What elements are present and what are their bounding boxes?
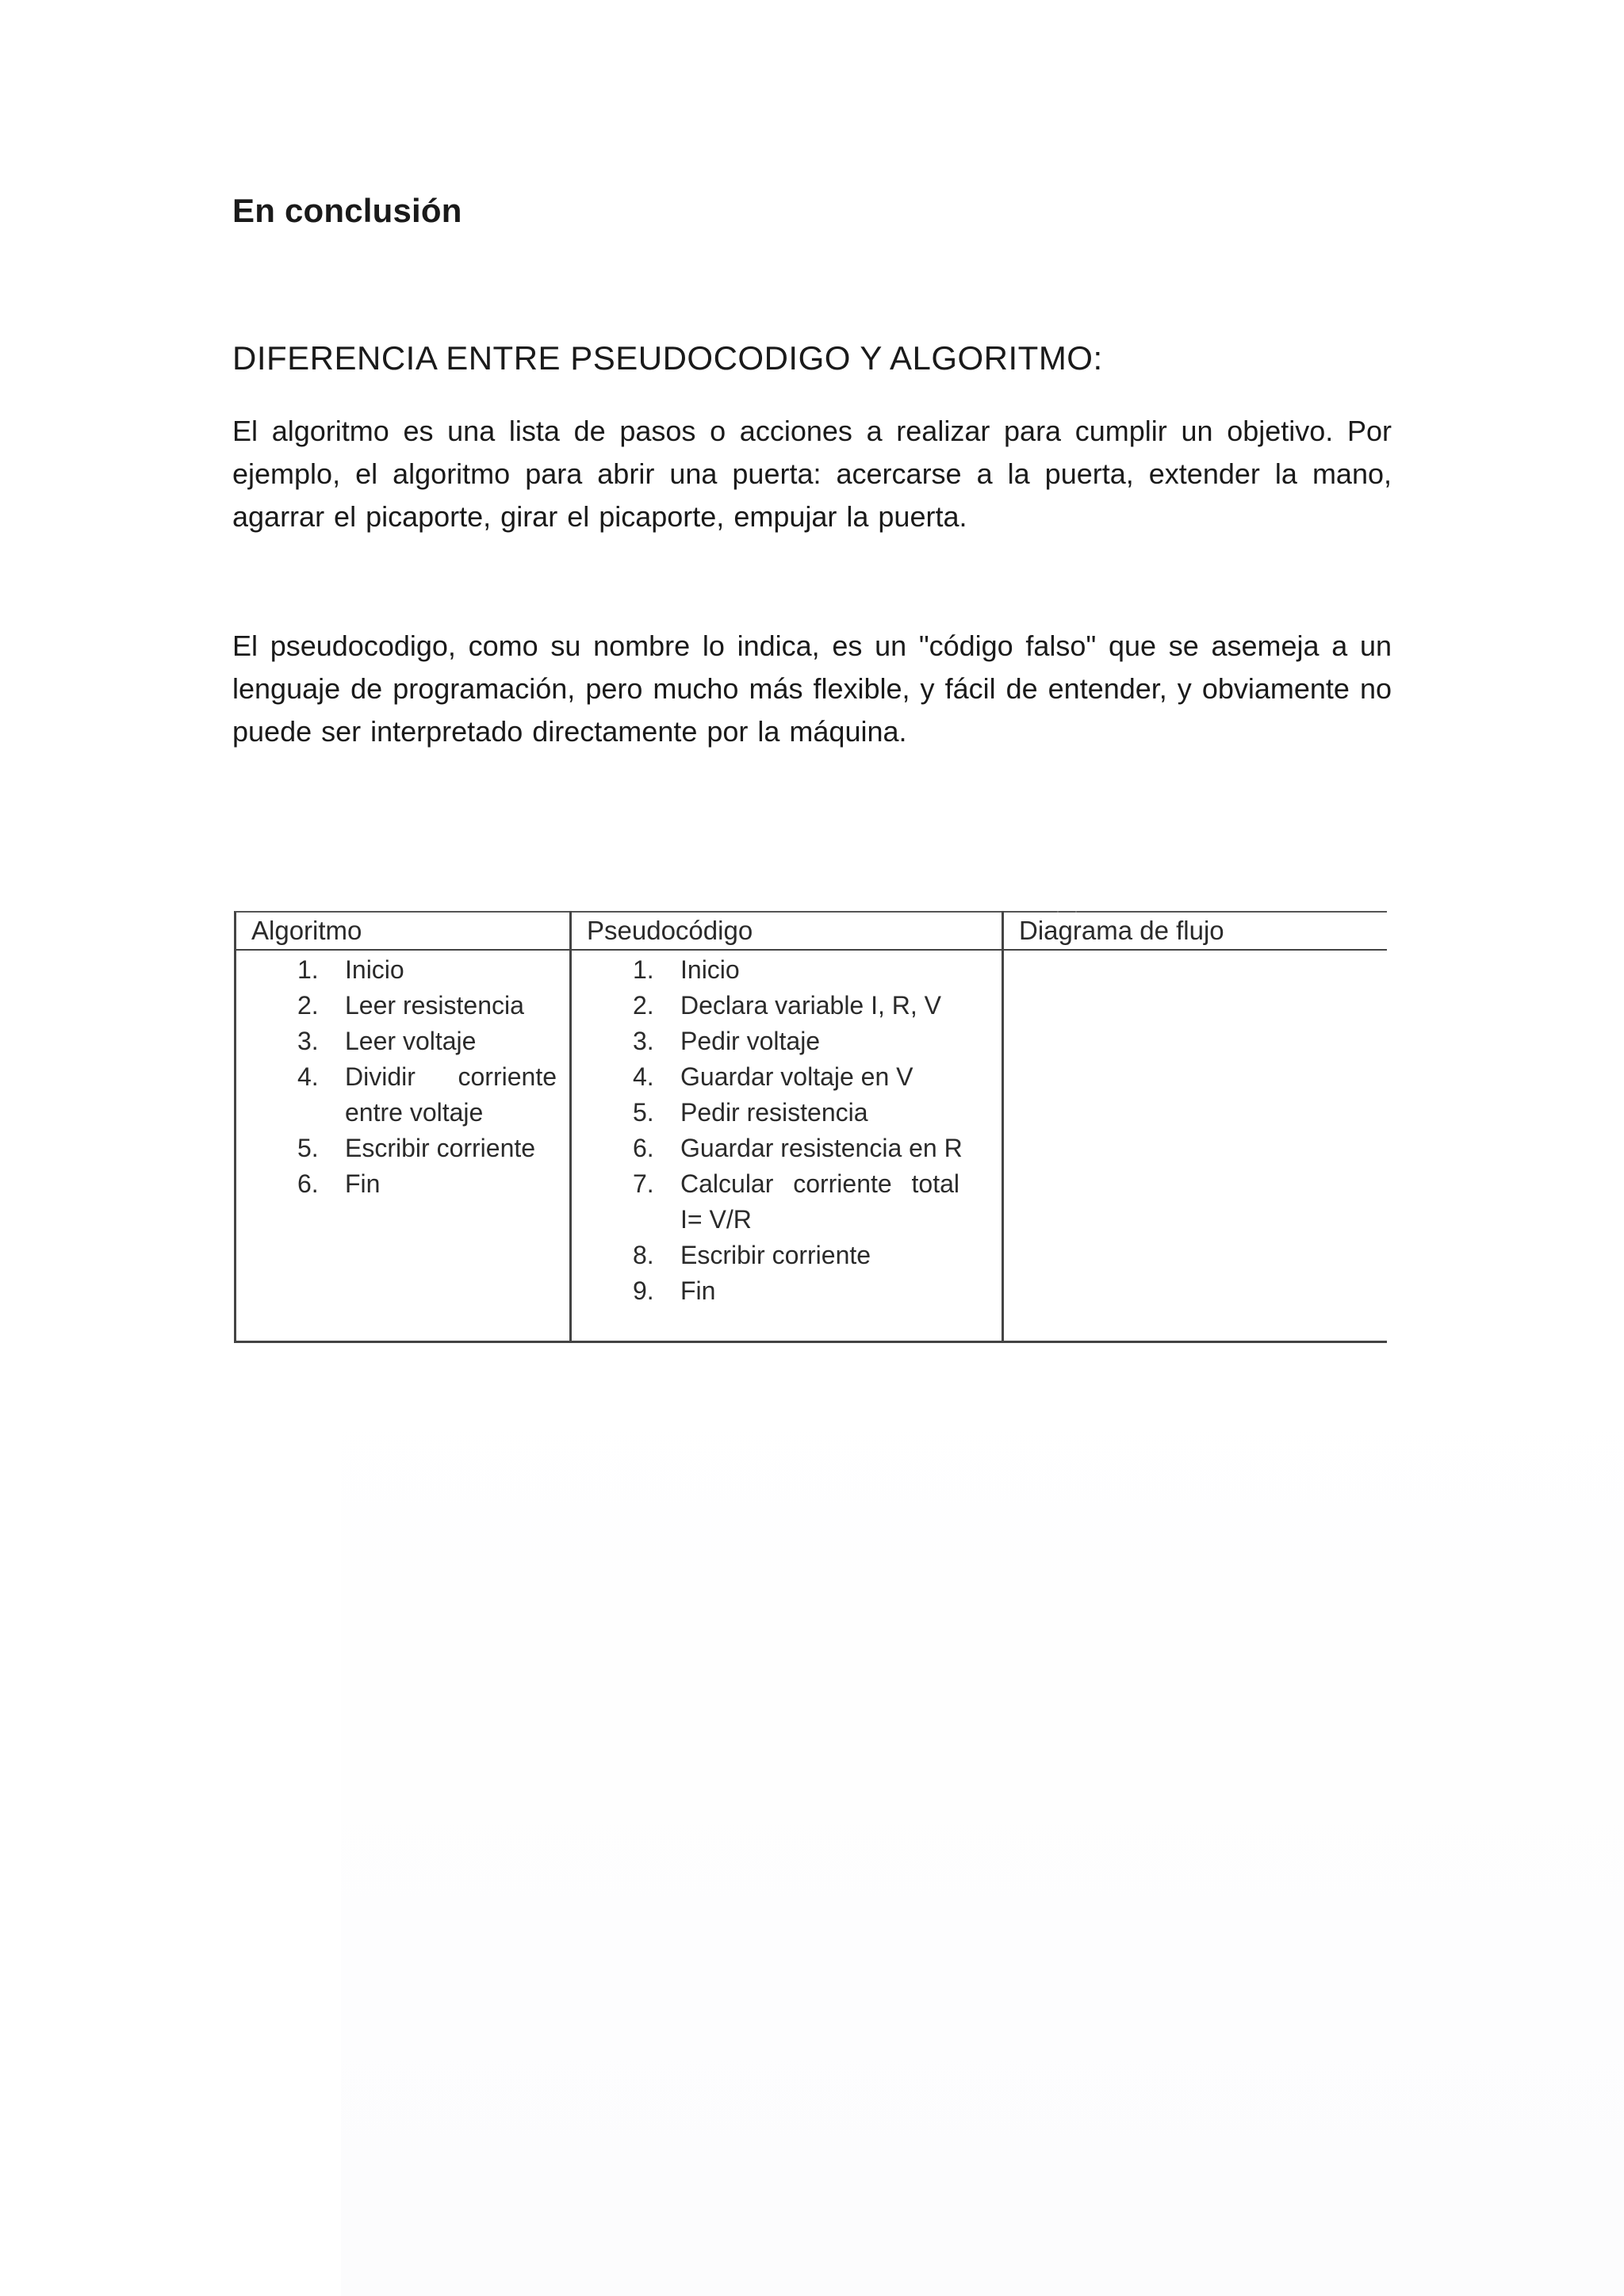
list-item: 5. Escribir corriente <box>297 1134 536 1162</box>
paragraph-pseudocodigo: El pseudocodigo, como su nombre lo indica, es un "código falso" que se asemeja a un lenguaje de programación, pero mucho más flexible, y fácil de entender, y obviamente no puede ser interpretado directamente por la máquina. <box>232 629 1392 748</box>
table-header-divider <box>234 949 1387 951</box>
header-algoritmo: Algoritmo <box>251 916 362 945</box>
list-item: 5. Pedir resistencia <box>633 1098 868 1127</box>
section-title: DIFERENCIA ENTRE PSEUDOCODIGO Y ALGORITMO: <box>232 339 1103 377</box>
list-item: 6. Fin <box>297 1169 381 1198</box>
pseudocodigo-steps <box>633 952 1213 1309</box>
list-item: 7. Calcular corriente total I= V/R <box>633 1169 959 1234</box>
list-item: 3. Leer voltaje <box>297 1027 477 1055</box>
header-pseudocodigo: Pseudocódigo <box>587 916 753 945</box>
list-item: 3. Pedir voltaje <box>633 1027 821 1055</box>
list-item: 4. Guardar voltaje en V <box>633 1062 914 1091</box>
list-item: 6. Guardar resistencia en R <box>633 1134 963 1162</box>
comparison-table <box>234 903 1387 1343</box>
list-item: 9. Fin <box>633 1276 716 1305</box>
list-item: 1. Inicio <box>297 955 404 984</box>
page-heading: En conclusión <box>232 192 462 229</box>
list-item: 1. Inicio <box>633 955 740 984</box>
algoritmo-steps <box>297 952 557 1202</box>
list-item: 2. Declara variable I, R, V <box>633 991 942 1020</box>
column-divider-1 <box>569 911 572 1343</box>
paragraph-algoritmo: El algoritmo es una lista de pasos o acciones a realizar para cumplir un objetivo. Por ejemplo, el algoritmo para abrir una puerta: acercarse a la puerta, extender la mano, agarrar el picaporte, girar el picaporte, empujar la puerta. <box>232 415 1392 533</box>
header-diagrama: Diagrama de flujo <box>1019 916 1224 945</box>
page-background <box>341 1348 1624 2296</box>
list-item: 2. Leer resistencia <box>297 991 524 1020</box>
list-item: 8. Escribir corriente <box>633 1241 871 1269</box>
list-item: 4. Dividir corriente entre voltaje <box>297 1062 557 1127</box>
scan-artifact-mark: · · <box>1055 903 1083 919</box>
